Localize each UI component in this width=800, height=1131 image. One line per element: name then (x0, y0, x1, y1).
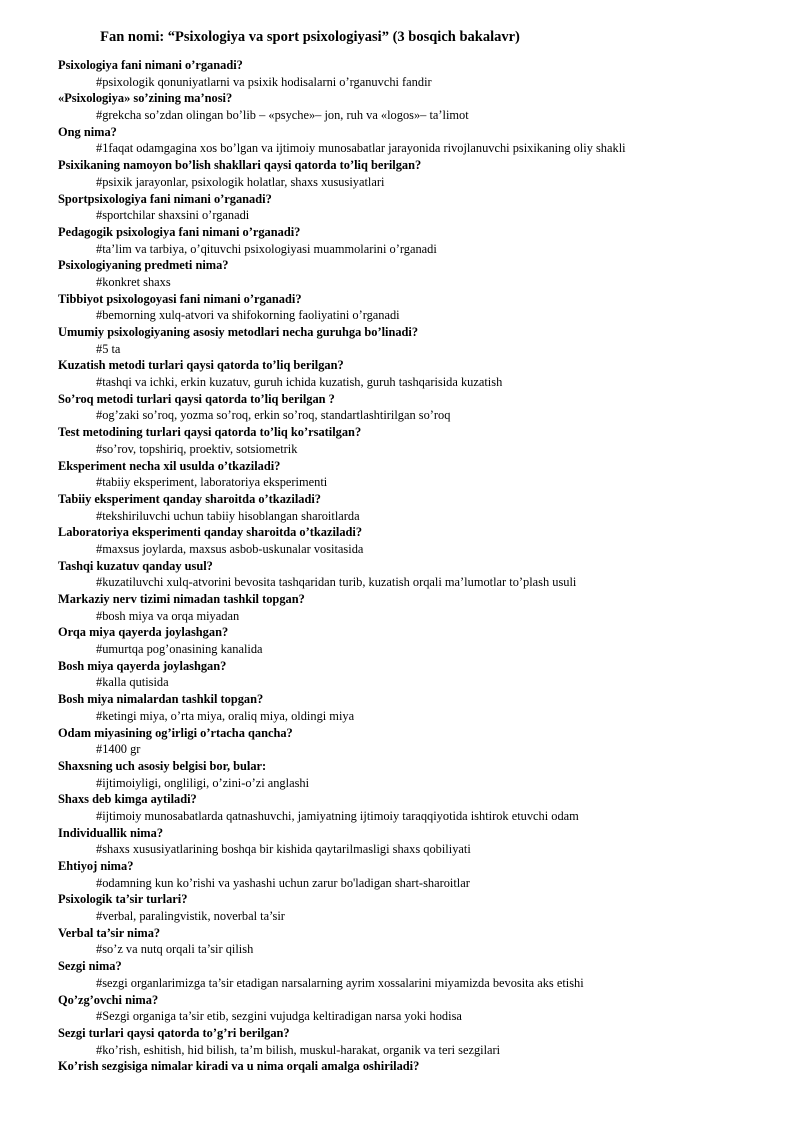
list-item (58, 524, 778, 557)
question-text: Sportpsixologiya fani nimani o’rganadi? (58, 191, 272, 206)
list-item (58, 357, 778, 390)
question-text: Odam miyasining og’irligi o’rtacha qancha? (58, 725, 293, 740)
list-item (58, 558, 778, 591)
answer-text: #1400 gr (96, 742, 141, 757)
list-item (58, 291, 778, 324)
list-item (58, 391, 778, 424)
question-answer-list (58, 57, 778, 1075)
answer-text: #bemorning xulq-atvori va shifokorning faoliyatini o’rganadi (96, 308, 400, 323)
question-text: Ong nima? (58, 124, 117, 139)
list-item (58, 424, 778, 457)
list-item (58, 825, 778, 858)
answer-text: #maxsus joylarda, maxsus asbob-uskunalar vositasida (96, 541, 364, 556)
question-text: Bosh miya nimalardan tashkil topgan? (58, 692, 264, 707)
list-item (58, 591, 778, 624)
list-item (58, 1025, 778, 1058)
answer-text: #psixik jarayonlar, psixologik holatlar, shaxs xususiyatlari (96, 174, 385, 189)
answer-text: #so’rov, topshiriq, proektiv, sotsiometrik (96, 441, 298, 456)
question-text: Kuzatish metodi turlari qaysi qatorda to’liq berilgan? (58, 358, 344, 373)
answer-text: #ijtimoiy munosabatlarda qatnashuvchi, jamiyatning ijtimoiy taraqqiyotida ishtirok etuvchi odam (96, 808, 579, 823)
answer-text: #kalla qutisida (96, 675, 169, 690)
answer-text: #tekshiriluvchi uchun tabiiy hisoblangan sharoitlarda (96, 508, 360, 523)
list-item (58, 725, 778, 758)
list-item (58, 257, 778, 290)
list-item (58, 925, 778, 958)
answer-text: #ta’lim va tarbiya, o’qituvchi psixologiyasi muammolarini o’rganadi (96, 241, 437, 256)
question-text: Orqa miya qayerda joylashgan? (58, 625, 229, 640)
list-item (58, 658, 778, 691)
document-title: Fan nomi: “Psixologiya va sport psixologiyasi” (3 bosqich bakalavr) (100, 29, 520, 45)
list-item (58, 958, 778, 991)
question-text: Psixikaning namoyon bo’lish shakllari qaysi qatorda to’liq berilgan? (58, 158, 422, 173)
answer-text: #bosh miya va orqa miyadan (96, 608, 240, 623)
answer-text: #sezgi organlarimizga ta’sir etadigan narsalarning ayrim xossalarini miyamizda bevosita aks etishi (96, 975, 584, 990)
question-text: Bosh miya qayerda joylashgan? (58, 658, 227, 673)
question-text: Eksperiment necha xil usulda o’tkaziladi? (58, 458, 281, 473)
question-text: Psixologik ta’sir turlari? (58, 892, 188, 907)
question-text: Tabiiy eksperiment qanday sharoitda o’tkaziladi? (58, 491, 322, 506)
answer-text: #shaxs xususiyatlarining boshqa bir kishida qaytarilmasligi shaxs qobiliyati (96, 842, 471, 857)
list-item (58, 57, 778, 90)
question-text: Tibbiyot psixologoyasi fani nimani o’rganadi? (58, 291, 302, 306)
question-text: «Psixologiya» so’zining ma’nosi? (58, 91, 233, 106)
answer-text: #og’zaki so’roq, yozma so’roq, erkin so’roq, standartlashtirilgan so’roq (96, 408, 451, 423)
list-item (58, 758, 778, 791)
question-text: Psixologiyaning predmeti nima? (58, 258, 229, 273)
list-item (58, 1058, 778, 1075)
list-item (58, 458, 778, 491)
answer-text: #ketingi miya, o’rta miya, oraliq miya, oldingi miya (96, 708, 355, 723)
answer-text: #odamning kun ko’rishi va yashashi uchun zarur bo'ladigan shart-sharoitlar (96, 875, 470, 890)
answer-text: #psixologik qonuniyatlarni va psixik hodisalarni o’rganuvchi fandir (96, 74, 432, 89)
answer-text: #1faqat odamgagina xos bo’lgan va ijtimoiy munosabatlar jarayonida rivojlanuvchi psixikaning oliy shakli (96, 141, 626, 156)
list-item (58, 858, 778, 891)
question-text: Shaxsning uch asosiy belgisi bor, bular: (58, 758, 267, 773)
question-text: Verbal ta’sir nima? (58, 925, 161, 940)
answer-text: #5 ta (96, 341, 121, 356)
question-text: Ehtiyoj nima? (58, 859, 134, 873)
list-item (58, 491, 778, 524)
answer-text: #grekcha so’zdan olingan bo’lib – «psyche»– jon, ruh va «logos»– ta’limot (96, 108, 469, 123)
question-text: Test metodining turlari qaysi qatorda to’liq ko’rsatilgan? (58, 425, 362, 440)
question-text: Markaziy nerv tizimi nimadan tashkil topgan? (58, 592, 305, 606)
list-item (58, 191, 778, 224)
question-text: Individuallik nima? (58, 825, 164, 840)
question-text: Ko’rish sezgisiga nimalar kiradi va u nima orqali amalga oshiriladi? (58, 1059, 420, 1074)
answer-text: #Sezgi organiga ta’sir etib, sezgini vujudga keltiradigan narsa yoki hodisa (96, 1009, 462, 1024)
list-item (58, 224, 778, 257)
answer-text: #konkret shaxs (96, 274, 171, 289)
list-item (58, 791, 778, 824)
question-text: Laboratoriya eksperimenti qanday sharoitda o’tkaziladi? (58, 525, 363, 540)
list-item (58, 157, 778, 190)
list-item (58, 691, 778, 724)
answer-text: #tashqi va ichki, erkin kuzatuv, guruh ichida kuzatish, guruh tashqarisida kuzatish (96, 375, 503, 390)
question-text: Psixologiya fani nimani o’rganadi? (58, 58, 243, 72)
answer-text: #kuzatiluvchi xulq-atvorini bevosita tashqaridan turib, kuzatish orqali ma’lumotlar to’plash usuli (96, 575, 577, 590)
list-item (58, 624, 778, 657)
answer-text: #verbal, paralingvistik, noverbal ta’sir (96, 909, 285, 924)
list-item (58, 992, 778, 1025)
answer-text: #umurtqa pog’onasining kanalida (96, 642, 263, 657)
answer-text: #tabiiy eksperiment, laboratoriya eksperimenti (96, 475, 328, 490)
question-text: So’roq metodi turlari qaysi qatorda to’liq berilgan ? (58, 391, 335, 406)
question-text: Tashqi kuzatuv qanday usul? (58, 558, 213, 573)
question-text: Sezgi turlari qaysi qatorda to’g’ri berilgan? (58, 1025, 290, 1040)
list-item (58, 90, 778, 123)
answer-text: #so’z va nutq orqali ta’sir qilish (96, 942, 254, 957)
list-item (58, 324, 778, 357)
question-text: Qo’zg’ovchi nima? (58, 992, 159, 1007)
answer-text: #ijtimoiyligi, ongliligi, o’zini-o’zi anglashi (96, 775, 310, 790)
list-item (58, 124, 778, 157)
question-text: Sezgi nima? (58, 959, 122, 974)
question-text: Pedagogik psixologiya fani nimani o’rganadi? (58, 224, 301, 239)
answer-text: #ko’rish, eshitish, hid bilish, ta’m bilish, muskul-harakat, organik va teri sezgilari (96, 1042, 501, 1057)
list-item (58, 891, 778, 924)
answer-text: #sportchilar shaxsini o’rganadi (96, 208, 250, 223)
question-text: Shaxs deb kimga aytiladi? (58, 792, 197, 807)
question-text: Umumiy psixologiyaning asosiy metodlari necha guruhga bo’linadi? (58, 325, 419, 339)
